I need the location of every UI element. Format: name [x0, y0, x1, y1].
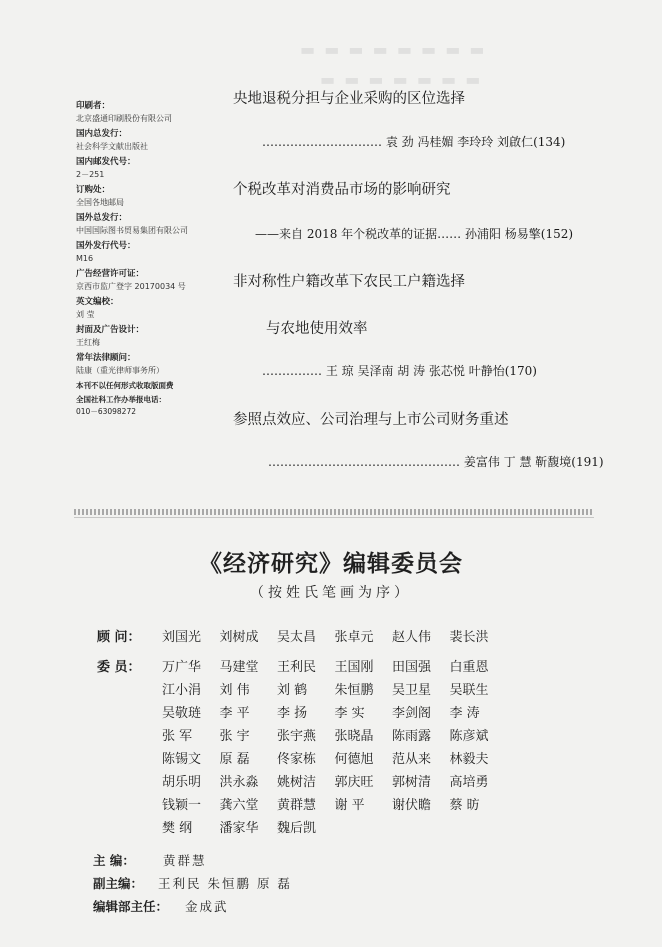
member-name: 李 涛 — [449, 706, 480, 721]
member-name: 张 宇 — [219, 729, 250, 744]
chief-editor-name: 黄群慧 — [163, 853, 207, 868]
masthead-foreign-distributor: 国外总发行： 中国国际图书贸易集团有限公司 — [76, 213, 188, 235]
members-row — [162, 748, 507, 767]
member-name: 潘家华 — [219, 821, 259, 836]
members-row — [162, 702, 507, 721]
chief-editor-label: 主 编： — [93, 853, 135, 868]
toc-author: ——来自 2018 年个税改革的证据…… 孙浦阳 杨易擎(152) — [255, 227, 574, 241]
member-name: 刘 鹤 — [277, 683, 308, 698]
member-name: 郭树清 — [392, 775, 432, 790]
member-name: 蔡 昉 — [449, 798, 480, 813]
member-name: 万广华 — [162, 660, 202, 675]
member-name: 李 扬 — [277, 706, 308, 721]
masthead-foreign-code: 国外发行代号： M16 — [76, 241, 136, 263]
masthead-legal-counsel: 常年法律顾问： 陆康（重光律师事务所） — [76, 353, 164, 375]
member-name: 钱颖一 — [162, 798, 202, 813]
member-name: 范从来 — [392, 752, 432, 767]
advisor-name: 吴太昌 — [277, 630, 317, 645]
member-name: 陈锡文 — [162, 752, 202, 767]
advisor-name: 赵人伟 — [392, 630, 432, 645]
member-name: 吴联生 — [449, 683, 489, 698]
masthead-ad-license: 广告经营许可证： 京西市监广登字 20170034 号 — [76, 269, 186, 291]
no-fee-notice: 本刊不以任何形式收取版面费 — [76, 381, 174, 390]
masthead-cover-design: 封面及广告设计： 王红梅 — [76, 325, 145, 347]
member-name: 马建堂 — [219, 660, 259, 675]
masthead-postal-code: 国内邮发代号： 2－251 — [76, 157, 136, 179]
masthead-printer: 印刷者： 北京盛通印刷股份有限公司 — [76, 101, 172, 123]
hotline-label: 全国社科工作办举报电话： — [76, 395, 166, 404]
show-through-text: ▬ ▬ ▬ ▬ ▬ ▬ ▬ — [320, 70, 483, 89]
member-name: 姚树洁 — [277, 775, 317, 790]
advisor-name: 裴长洪 — [449, 630, 489, 645]
advisor-name: 张卓元 — [334, 630, 374, 645]
members-row — [162, 725, 507, 744]
members-row — [162, 817, 335, 836]
toc-author: …………… 王 琼 吴泽南 胡 涛 张芯悦 叶静怡(170) — [262, 364, 537, 378]
members-row — [162, 771, 507, 790]
member-name: 龚六堂 — [219, 798, 259, 813]
member-name: 陈雨露 — [392, 729, 432, 744]
member-name: 李 平 — [219, 706, 250, 721]
deputy-editor-names: 王利民 朱恒鹏 原 磊 — [158, 876, 292, 891]
member-name: 樊 纲 — [162, 821, 193, 836]
member-name: 白重恩 — [449, 660, 489, 675]
member-name: 胡乐明 — [162, 775, 202, 790]
member-name: 高培勇 — [449, 775, 489, 790]
member-name: 吴敬琏 — [162, 706, 202, 721]
members-label: 委 员： — [97, 660, 141, 675]
member-name: 洪永淼 — [219, 775, 259, 790]
member-name: 刘 伟 — [219, 683, 250, 698]
member-name: 谢 平 — [334, 798, 365, 813]
hotline-number: 010－63098272 — [76, 407, 136, 416]
toc-title-continued: 与农地使用效率 — [266, 321, 368, 337]
show-through-text: ▬ ▬ ▬ ▬ ▬ ▬ ▬ ▬ — [300, 40, 487, 59]
masthead-subscription: 订购处： 全国各地邮局 — [76, 185, 124, 207]
member-name: 林毅夫 — [449, 752, 489, 767]
member-name: 谢伏瞻 — [392, 798, 432, 813]
member-name: 陈彦斌 — [449, 729, 489, 744]
member-name: 王利民 — [277, 660, 317, 675]
toc-title: 个税改革对消费品市场的影响研究 — [233, 182, 451, 198]
member-name: 黄群慧 — [277, 798, 317, 813]
member-name: 张 军 — [162, 729, 193, 744]
deputy-editor-label: 副主编： — [93, 876, 144, 891]
decorative-divider — [74, 509, 594, 515]
member-name: 原 磊 — [219, 752, 250, 767]
toc-author: ………………………………………… 姜富伟 丁 慧 靳馥境(191) — [268, 455, 604, 469]
members-row — [162, 656, 507, 675]
board-title: 《经济研究》编辑委员会 — [199, 551, 463, 577]
member-name: 张宇燕 — [277, 729, 317, 744]
member-name: 吴卫星 — [392, 683, 432, 698]
toc-title: 参照点效应、公司治理与上市公司财务重述 — [233, 412, 509, 428]
member-name: 王国刚 — [334, 660, 374, 675]
toc-author: ………………………… 袁 劲 冯桂媚 李玲玲 刘啟仁(134) — [262, 135, 566, 149]
member-name: 李 实 — [334, 706, 365, 721]
member-name: 郭庆旺 — [334, 775, 374, 790]
member-name: 魏后凯 — [277, 821, 317, 836]
member-name: 佟家栋 — [277, 752, 317, 767]
office-director-label: 编辑部主任： — [93, 899, 169, 914]
toc-title: 非对称性户籍改革下农民工户籍选择 — [233, 274, 465, 290]
member-name: 江小涓 — [162, 683, 202, 698]
divider-line — [74, 517, 594, 518]
masthead-english-editor: 英文编校： 刘 莹 — [76, 297, 119, 319]
advisor-name: 刘树成 — [219, 630, 259, 645]
advisors-label: 顾 问： — [97, 630, 141, 645]
members-row — [162, 679, 507, 698]
member-name: 何德旭 — [334, 752, 374, 767]
advisor-name: 刘国光 — [162, 630, 202, 645]
member-name: 张晓晶 — [334, 729, 374, 744]
member-name: 李剑阁 — [392, 706, 432, 721]
masthead-domestic-distributor: 国内总发行： 社会科学文献出版社 — [76, 129, 148, 151]
member-name: 田国强 — [392, 660, 432, 675]
toc-title: 央地退税分担与企业采购的区位选择 — [233, 91, 465, 107]
board-subtitle: （按姓氏笔画为序） — [250, 585, 412, 601]
members-row — [162, 794, 507, 813]
office-director-name: 金成武 — [185, 899, 229, 914]
masthead — [76, 100, 234, 418]
member-name: 朱恒鹏 — [334, 683, 374, 698]
advisors-row — [162, 626, 507, 645]
